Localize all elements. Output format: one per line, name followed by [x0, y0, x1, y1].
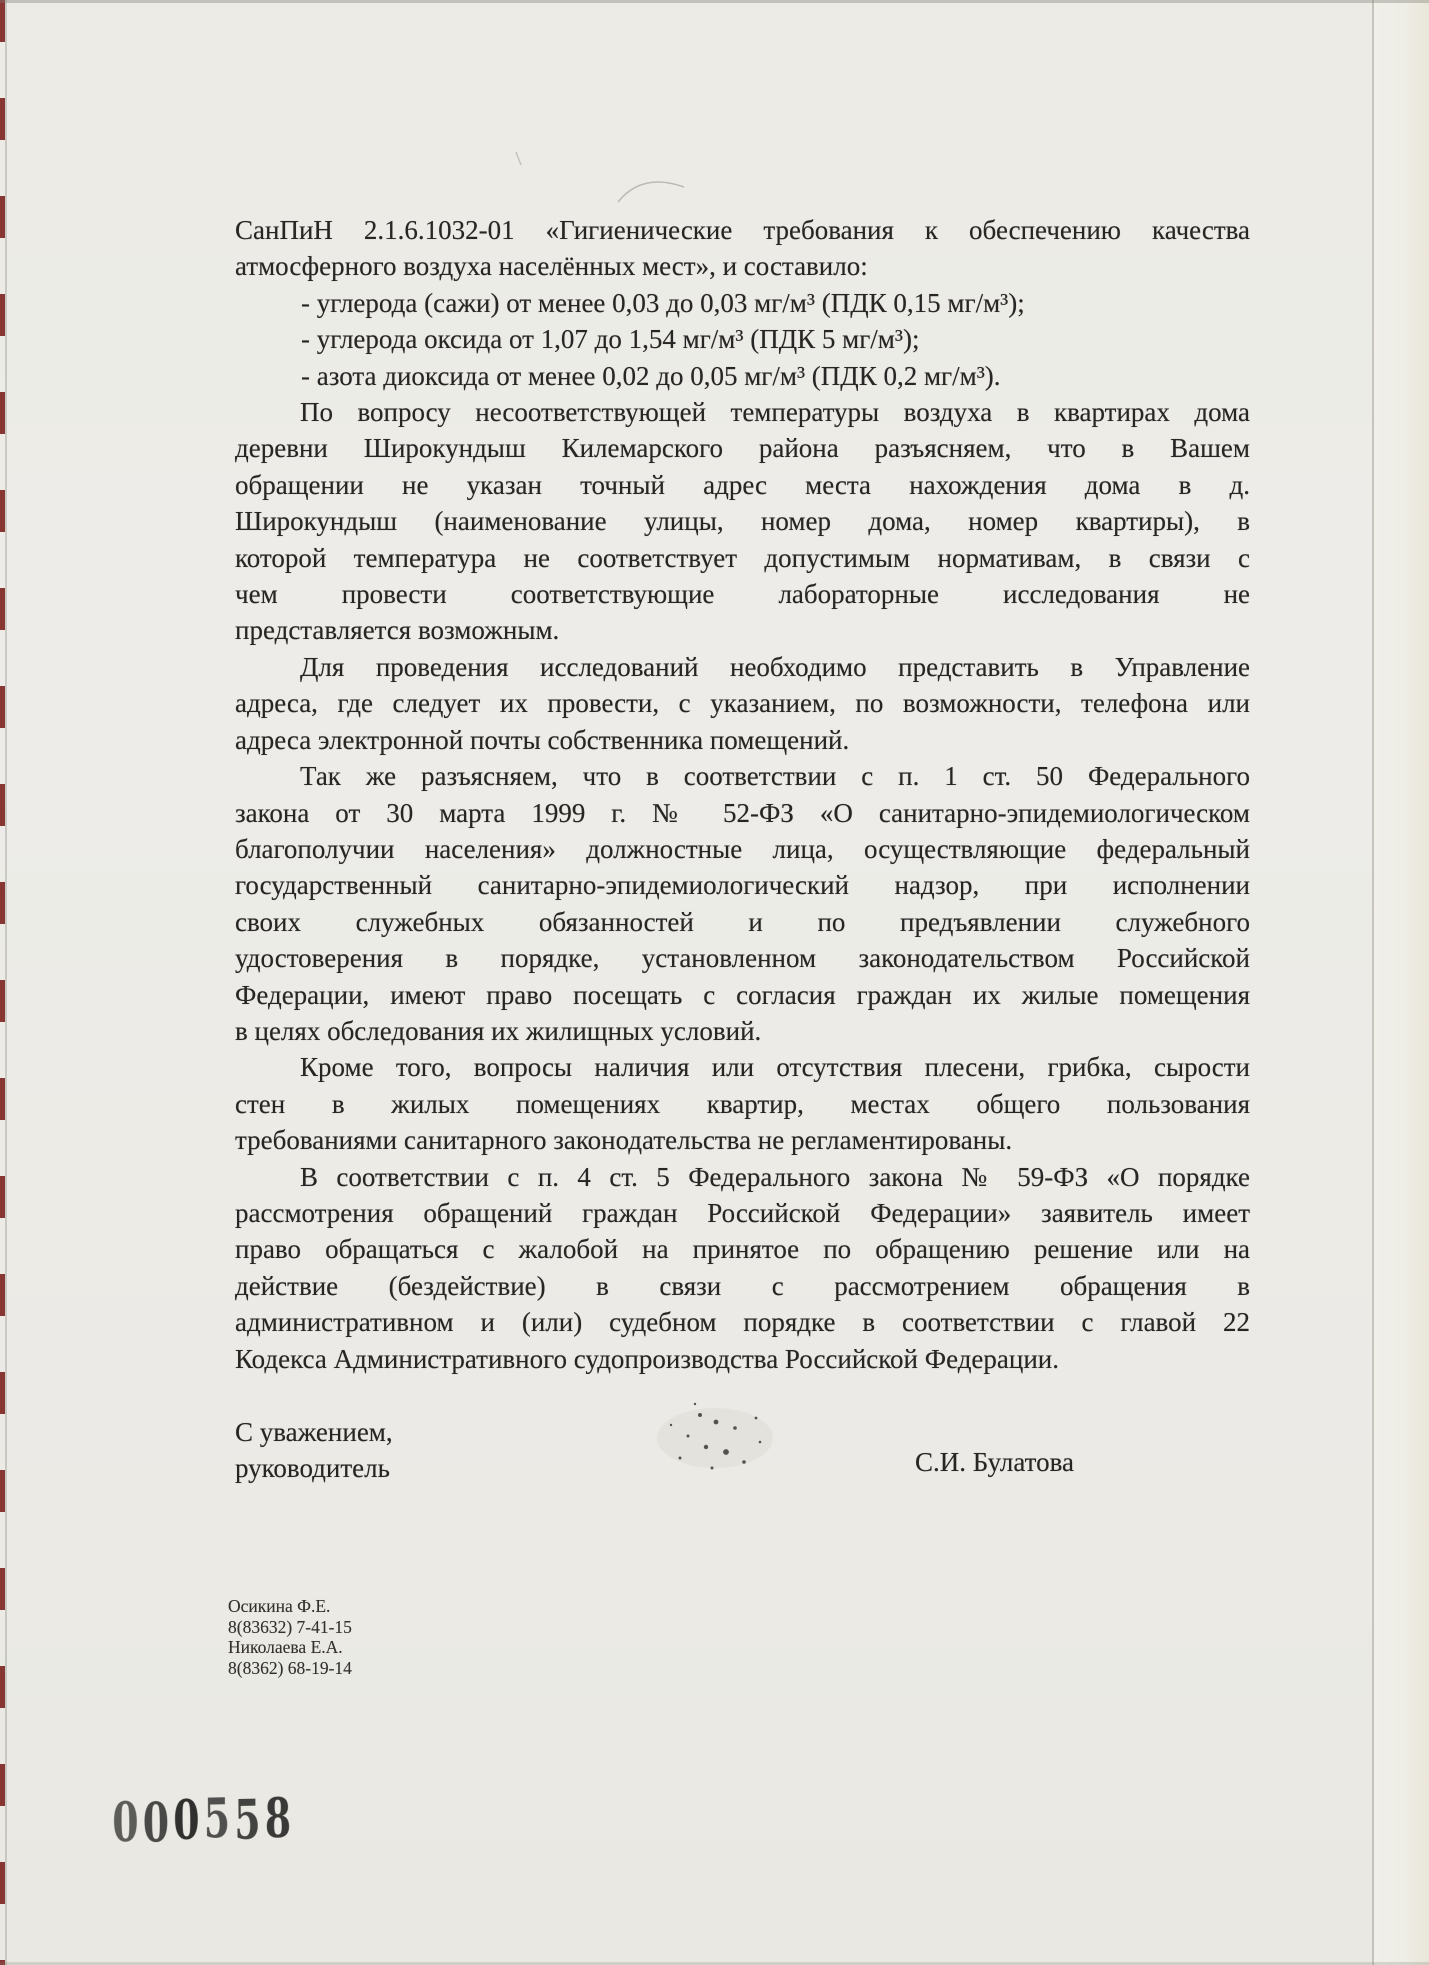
small-tick-artifact: [516, 152, 521, 165]
paragraph: [235, 758, 1250, 1049]
contact-line: 8(8362) 68-19-14: [228, 1657, 352, 1678]
closing-salutation: С уважением,: [235, 1417, 393, 1447]
letter-body: [235, 212, 1250, 1377]
paragraph-line: требованиями санитарного законодательства не регламентированы.: [235, 1125, 1013, 1156]
closing-role: руководитель: [235, 1453, 390, 1484]
scanner-right-strip: [1374, 0, 1429, 1965]
contact-block: [228, 1596, 352, 1678]
paragraph-line: В соответствии с п. 4 ст. 5 Федерального закона № 59-ФЗ «О порядке: [300, 1161, 1250, 1192]
paragraph-line: стен в жилых помещениях квартир, местах общего пользования: [235, 1088, 1250, 1119]
contact-line: Николаева Е.А.: [228, 1637, 343, 1658]
paragraph-line: государственный санитарно-эпидемиологический надзор, при исполнении: [235, 870, 1250, 901]
paragraph-line: Широкундыш (наименование улицы, номер дома, номер квартиры), в: [235, 506, 1250, 537]
paragraph-line: деревни Широкундыш Килемарского района разъясняем, что в Вашем: [235, 433, 1250, 464]
stamp-number: [111, 1785, 296, 1855]
page-fold-line: [1372, 0, 1374, 1965]
paragraph-line: Для проведения исследований необходимо представить в Управление: [300, 651, 1250, 682]
paragraph: [235, 212, 1250, 285]
closing-block: [235, 1414, 1250, 1487]
paragraph-line: рассмотрения обращений граждан Российской Федерации» заявитель имеет: [235, 1197, 1250, 1228]
contact-line: Осикина Ф.Е.: [228, 1596, 331, 1616]
paragraph-line: адреса электронной почты собственника помещений.: [235, 724, 850, 755]
stamp-digit: 5: [203, 1785, 235, 1851]
paragraph-line: право обращаться с жалобой на принятое по обращению решение или на: [235, 1234, 1250, 1265]
stamp-digit: 0: [111, 1789, 144, 1854]
stamp-digit: 5: [233, 1786, 266, 1852]
contact-line: 8(83632) 7-41-15: [228, 1616, 352, 1637]
measurement-list: [235, 285, 1250, 394]
paragraph-line: благополучии населения» должностные лица, осуществляющие федеральный: [235, 833, 1250, 864]
paragraph-line: Кодекса Административного судопроизводства Российской Федерации.: [235, 1343, 1060, 1374]
list-item-line: - углерода оксида от 1,07 до 1,54 мг/м³ (ПДК 5 мг/м³);: [301, 324, 920, 355]
paragraph-line: Федерации, имеют право посещать с согласия граждан их жилые помещения: [235, 979, 1250, 1010]
paragraph-line: чем провести соответствующие лабораторные исследования не: [235, 579, 1250, 610]
paragraph: [235, 394, 1250, 649]
paragraph-line: представляется возможным.: [235, 615, 560, 646]
paragraph: [235, 1049, 1250, 1158]
paragraph-line: адреса, где следует их провести, с указанием, по возможности, телефона или: [235, 688, 1250, 719]
paragraph-line: в целях обследования их жилищных условий.: [235, 1015, 762, 1046]
paragraph-line: атмосферного воздуха населённых мест», и составило:: [235, 251, 868, 282]
paragraph-line: административном и (или) судебном порядке в соответствии с главой 22: [235, 1307, 1250, 1338]
paragraph-line: СанПиН 2.1.6.1032-01 «Гигиенические требования к обеспечению качества: [235, 215, 1250, 245]
paragraph-line: Кроме того, вопросы наличия или отсутствия плесени, грибка, сырости: [300, 1052, 1250, 1083]
paragraph-line: удостоверения в порядке, установленном законодательством Российской: [235, 943, 1250, 974]
paragraph-line: действие (бездействие) в связи с рассмотрением обращения в: [235, 1270, 1250, 1301]
pencil-arc-artifact: [618, 182, 684, 202]
left-paper-edge: [5, 0, 7, 1965]
top-paper-edge: [0, 0, 1429, 3]
list-item-line: - азота диоксида от менее 0,02 до 0,05 мг/м³ (ПДК 0,2 мг/м³).: [301, 360, 1001, 391]
paragraph-line: По вопросу несоответствующей температуры воздуха в квартирах дома: [300, 397, 1250, 428]
paragraph-line: обращении не указан точный адрес места нахождения дома в д.: [235, 469, 1250, 500]
list-item-line: - углерода (сажи) от менее 0,03 до 0,03 мг/м³ (ПДК 0,15 мг/м³);: [301, 287, 1025, 318]
stamp-digit: 0: [142, 1789, 174, 1855]
stamp-digit: 0: [172, 1787, 205, 1852]
stamp-digit: 8: [264, 1785, 296, 1850]
paragraph-line: которой температура не соответствует допустимым нормативам, в связи с: [235, 542, 1250, 573]
signer-name: С.И. Булатова: [915, 1447, 1074, 1477]
paragraph-line: своих служебных обязанностей и по предъявлении служебного: [235, 906, 1250, 937]
paragraph: [235, 649, 1250, 758]
paragraph-line: закона от 30 марта 1999 г. № 52-ФЗ «О санитарно-эпидемиологическом: [235, 797, 1250, 828]
paragraph-line: Так же разъясняем, что в соответствии с п. 1 ст. 50 Федерального: [300, 761, 1250, 792]
paragraph: [235, 1159, 1250, 1377]
